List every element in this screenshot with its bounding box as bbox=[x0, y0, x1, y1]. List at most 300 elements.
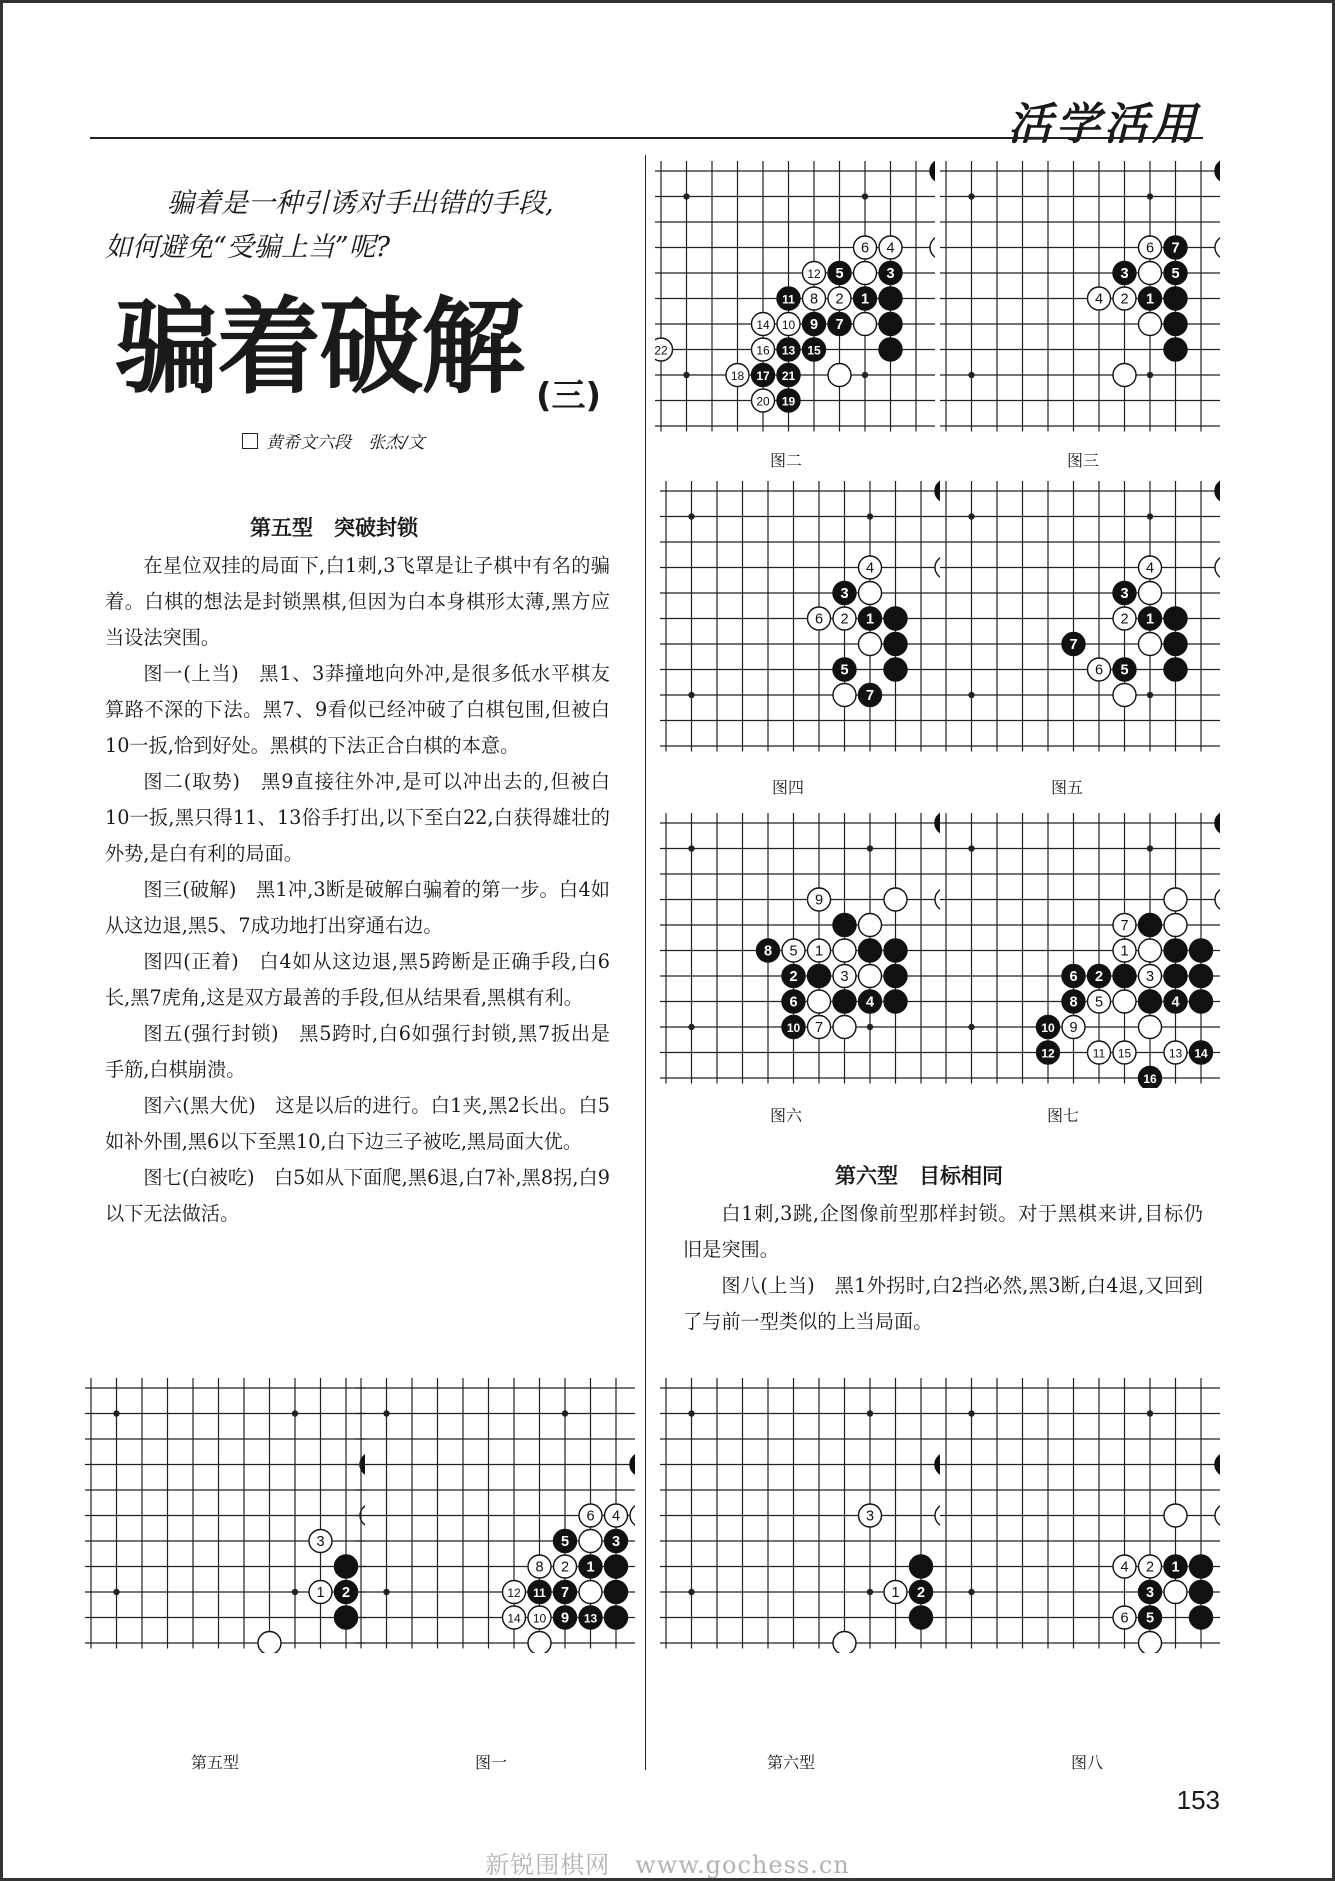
go-diagram-fig2 bbox=[655, 158, 935, 440]
white-stone bbox=[803, 262, 826, 285]
stone-disc bbox=[859, 939, 882, 962]
move-number: 3 bbox=[1145, 1585, 1155, 1601]
stone-disc bbox=[884, 888, 907, 911]
black-stone bbox=[1037, 1016, 1060, 1039]
black-stone bbox=[1113, 582, 1136, 605]
diagram-caption: 图三 bbox=[1066, 451, 1099, 470]
white-stone bbox=[1113, 914, 1136, 937]
move-number: 14 bbox=[756, 318, 770, 332]
white-stone bbox=[808, 990, 831, 1013]
black-stone bbox=[605, 1530, 628, 1553]
move-number: 3 bbox=[865, 1508, 875, 1525]
black-stone bbox=[1215, 1453, 1220, 1476]
move-number: 2 bbox=[840, 611, 849, 628]
stone-disc bbox=[1113, 364, 1136, 387]
move-number: 13 bbox=[583, 1611, 598, 1626]
white-stone bbox=[1113, 364, 1136, 387]
star-point bbox=[292, 1589, 298, 1595]
black-stone bbox=[782, 965, 805, 988]
go-diagram-fig5 bbox=[940, 478, 1220, 760]
move-number: 3 bbox=[840, 586, 849, 602]
move-number: 16 bbox=[1143, 1072, 1157, 1086]
white-stone bbox=[579, 1530, 602, 1553]
move-number: 6 bbox=[789, 994, 798, 1011]
diagram-caption: 图一 bbox=[474, 1753, 507, 1772]
move-number: 5 bbox=[1171, 266, 1180, 282]
white-stone bbox=[833, 1016, 856, 1039]
section5-heading: 第五型 突破封锁 bbox=[250, 515, 418, 540]
black-stone bbox=[879, 287, 902, 310]
black-stone bbox=[1113, 965, 1136, 988]
black-stone bbox=[1113, 658, 1136, 681]
white-stone bbox=[777, 313, 800, 336]
white-stone bbox=[1139, 556, 1162, 579]
stone-disc bbox=[1190, 1555, 1213, 1578]
stone-disc bbox=[879, 287, 902, 310]
paragraph: 在星位双挂的局面下,白1刺,3飞罩是让子棋中有名的骗着。白棋的想法是封锁黑棋,但因为白本身棋形太薄,黑方应当设法突围。 bbox=[105, 554, 610, 649]
star-point bbox=[968, 193, 974, 199]
white-stone bbox=[859, 914, 882, 937]
white-stone bbox=[1113, 287, 1136, 310]
paragraph: 图一(上当) 黑1、3莽撞地向外冲,是很多低水平棋友算路不深的下法。黑7、9看似已经冲破了白棋包围,但被白10一扳,恰到好处。黑棋的下法正合白棋的本意。 bbox=[105, 662, 610, 757]
black-stone bbox=[884, 658, 907, 681]
stone-disc bbox=[1139, 990, 1162, 1013]
black-stone bbox=[1139, 914, 1162, 937]
move-number: 6 bbox=[1094, 662, 1104, 679]
subtitle-line-1: 骗着是一种引诱对手出错的手段, bbox=[167, 188, 554, 219]
black-stone bbox=[1113, 262, 1136, 285]
black-stone bbox=[1164, 990, 1187, 1013]
white-stone bbox=[309, 1581, 332, 1604]
black-stone bbox=[808, 965, 831, 988]
black-stone bbox=[930, 160, 935, 183]
subtitle-line-2: 如何避免“受骗上当”呢? bbox=[105, 232, 391, 263]
move-number: 5 bbox=[789, 943, 798, 960]
white-stone bbox=[859, 965, 882, 988]
white-stone bbox=[1113, 1606, 1136, 1629]
move-number: 15 bbox=[1117, 1046, 1132, 1061]
move-number: 1 bbox=[316, 1585, 325, 1601]
white-stone bbox=[1139, 965, 1162, 988]
diagram-caption: 图八 bbox=[1070, 1753, 1103, 1772]
move-number: 17 bbox=[756, 369, 770, 383]
white-stone bbox=[828, 364, 851, 387]
stone-disc bbox=[1164, 287, 1187, 310]
section6-body bbox=[683, 1196, 1203, 1340]
star-point bbox=[113, 1589, 119, 1595]
black-stone bbox=[554, 1581, 577, 1604]
white-stone bbox=[309, 1530, 332, 1553]
black-stone bbox=[757, 939, 780, 962]
move-number: 1 bbox=[1145, 611, 1155, 628]
move-number: 5 bbox=[1145, 1610, 1155, 1627]
stone-disc bbox=[859, 633, 882, 656]
stone-disc bbox=[1190, 1581, 1213, 1604]
paragraph: 图六(黑大优) 这是以后的进行。白1夹,黑2长出。白5如补外围,黑6以下至黑10,白下边三子被吃,黑局面大优。 bbox=[105, 1094, 610, 1153]
black-stone bbox=[1139, 1606, 1162, 1629]
black-stone bbox=[833, 582, 856, 605]
byline bbox=[242, 428, 425, 453]
black-stone bbox=[884, 633, 907, 656]
star-point bbox=[113, 1410, 119, 1416]
stone-disc bbox=[1190, 990, 1213, 1013]
go-diagram-fig3 bbox=[940, 158, 1220, 440]
white-stone bbox=[528, 1632, 551, 1654]
move-number: 6 bbox=[586, 1508, 595, 1525]
stone-disc bbox=[859, 582, 882, 605]
white-stone bbox=[528, 1555, 551, 1578]
black-stone bbox=[1164, 939, 1187, 962]
white-stone bbox=[833, 684, 856, 707]
white-stone bbox=[630, 1504, 635, 1527]
stone-disc bbox=[1164, 965, 1187, 988]
go-diagram-fig1 bbox=[355, 1375, 635, 1657]
star-point bbox=[1147, 513, 1153, 519]
stone-disc bbox=[833, 939, 856, 962]
star-point bbox=[688, 692, 694, 698]
black-stone bbox=[777, 338, 800, 361]
move-number: 4 bbox=[865, 560, 875, 577]
white-stone bbox=[528, 1606, 551, 1629]
stone-disc bbox=[1139, 313, 1162, 336]
move-number: 1 bbox=[860, 291, 870, 308]
move-number: 10 bbox=[786, 1021, 801, 1035]
black-stone bbox=[1164, 262, 1187, 285]
star-point bbox=[867, 1024, 873, 1030]
black-stone bbox=[1190, 965, 1213, 988]
white-stone bbox=[833, 965, 856, 988]
stone-disc bbox=[833, 1016, 856, 1039]
go-diagram-fig6 bbox=[660, 810, 940, 1092]
black-stone bbox=[859, 684, 882, 707]
move-number: 15 bbox=[807, 343, 821, 358]
black-stone bbox=[528, 1581, 551, 1604]
black-stone bbox=[803, 313, 826, 336]
move-number: 4 bbox=[1171, 994, 1180, 1011]
black-stone bbox=[879, 338, 902, 361]
white-stone bbox=[859, 582, 882, 605]
black-stone bbox=[752, 364, 775, 387]
paragraph: 图三(破解) 黑1冲,3断是破解白骗着的第一步。白4如从这边退,黑5、7成功地打出穿通右边。 bbox=[105, 878, 610, 937]
stone-disc bbox=[1164, 338, 1187, 361]
black-stone bbox=[605, 1555, 628, 1578]
white-stone bbox=[1164, 1504, 1187, 1527]
black-stone bbox=[1037, 1041, 1060, 1064]
black-stone bbox=[1164, 313, 1187, 336]
white-stone bbox=[1139, 633, 1162, 656]
stone-disc bbox=[1113, 990, 1136, 1013]
black-stone bbox=[1139, 1067, 1162, 1089]
white-stone bbox=[859, 633, 882, 656]
white-stone bbox=[1088, 287, 1111, 310]
stone-disc bbox=[884, 939, 907, 962]
move-number: 20 bbox=[756, 394, 770, 409]
star-point bbox=[968, 1410, 974, 1416]
white-stone bbox=[1139, 582, 1162, 605]
stone-disc bbox=[1139, 582, 1162, 605]
stone-disc bbox=[1139, 914, 1162, 937]
black-stone bbox=[1215, 160, 1220, 183]
move-number: 7 bbox=[835, 317, 844, 333]
white-stone bbox=[1113, 939, 1136, 962]
black-stone bbox=[605, 1581, 628, 1604]
stone-disc bbox=[833, 914, 856, 937]
black-stone bbox=[1139, 990, 1162, 1013]
paragraph: 图五(强行封锁) 黑5跨时,白6如强行封锁,黑7扳出是手筋,白棋崩溃。 bbox=[105, 1022, 610, 1081]
black-stone bbox=[1088, 965, 1111, 988]
star-point bbox=[968, 845, 974, 851]
star-point bbox=[867, 513, 873, 519]
white-stone bbox=[1088, 990, 1111, 1013]
white-stone bbox=[859, 1504, 882, 1527]
white-stone bbox=[554, 1555, 577, 1578]
move-number: 2 bbox=[1120, 291, 1129, 308]
star-point bbox=[968, 372, 974, 378]
black-stone bbox=[1215, 812, 1220, 835]
stone-disc bbox=[930, 236, 935, 259]
move-number: 2 bbox=[835, 291, 844, 308]
black-stone bbox=[879, 313, 902, 336]
move-number: 5 bbox=[835, 266, 844, 282]
stone-disc bbox=[879, 338, 902, 361]
diagram-caption: 图四 bbox=[771, 778, 804, 797]
white-stone bbox=[1215, 888, 1220, 911]
black-stone bbox=[1062, 633, 1085, 656]
white-stone bbox=[1062, 1016, 1085, 1039]
black-stone bbox=[1190, 1041, 1213, 1064]
move-number: 3 bbox=[316, 1534, 325, 1550]
article-title-part: (三) bbox=[536, 376, 602, 416]
black-stone bbox=[828, 313, 851, 336]
black-stone bbox=[1190, 990, 1213, 1013]
stone-disc bbox=[1164, 607, 1187, 630]
move-number: 9 bbox=[814, 892, 824, 909]
stone-disc bbox=[605, 1606, 628, 1629]
column-brand: 活学活用 bbox=[1008, 99, 1200, 150]
black-stone bbox=[1062, 990, 1085, 1013]
move-number: 2 bbox=[341, 1585, 351, 1601]
black-stone bbox=[579, 1555, 602, 1578]
white-stone bbox=[884, 1581, 907, 1604]
stone-disc bbox=[828, 364, 851, 387]
move-number: 4 bbox=[865, 994, 875, 1011]
star-point bbox=[683, 372, 689, 378]
move-number: 4 bbox=[1120, 1559, 1129, 1576]
move-number: 22 bbox=[655, 343, 668, 358]
move-number: 1 bbox=[891, 1585, 900, 1601]
stone-disc bbox=[808, 990, 831, 1013]
white-stone bbox=[1139, 262, 1162, 285]
stone-disc bbox=[1164, 1504, 1187, 1527]
move-number: 5 bbox=[1120, 662, 1129, 679]
stone-disc bbox=[910, 1606, 933, 1629]
move-number: 2 bbox=[1094, 969, 1104, 985]
column-divider bbox=[645, 155, 646, 1770]
white-stone bbox=[803, 287, 826, 310]
move-number: 3 bbox=[611, 1534, 621, 1550]
star-point bbox=[683, 193, 689, 199]
black-stone bbox=[803, 338, 826, 361]
black-stone bbox=[1164, 965, 1187, 988]
star-point bbox=[968, 513, 974, 519]
white-stone bbox=[1215, 1504, 1220, 1527]
stone-disc bbox=[833, 1632, 856, 1654]
black-stone bbox=[884, 607, 907, 630]
star-point bbox=[383, 1410, 389, 1416]
black-stone bbox=[884, 965, 907, 988]
stone-disc bbox=[1190, 965, 1213, 988]
stone-disc bbox=[884, 965, 907, 988]
move-number: 2 bbox=[1120, 611, 1129, 628]
move-number: 21 bbox=[781, 369, 796, 383]
move-number: 11 bbox=[533, 1586, 546, 1600]
black-stone bbox=[579, 1606, 602, 1629]
stone-disc bbox=[605, 1555, 628, 1578]
white-stone bbox=[1113, 1555, 1136, 1578]
move-number: 14 bbox=[507, 1611, 521, 1626]
move-number: 13 bbox=[1168, 1046, 1183, 1061]
black-stone bbox=[777, 287, 800, 310]
paragraph: 图二(取势) 黑9直接往外冲,是可以冲出去的,但被白10一扳,黑只得11、13俗手打出,以下至白22,白获得雄壮的外势,是白有利的局面。 bbox=[105, 770, 610, 865]
move-number: 3 bbox=[1120, 266, 1129, 282]
move-number: 11 bbox=[782, 292, 795, 307]
white-stone bbox=[859, 556, 882, 579]
stone-disc bbox=[808, 965, 831, 988]
white-stone bbox=[1139, 313, 1162, 336]
white-stone bbox=[833, 1632, 856, 1654]
black-stone bbox=[910, 1555, 933, 1578]
diagram-caption: 第五型 bbox=[190, 1753, 239, 1772]
move-number: 12 bbox=[1041, 1046, 1055, 1061]
move-number: 9 bbox=[809, 317, 819, 333]
move-number: 3 bbox=[1145, 969, 1155, 985]
move-number: 1 bbox=[1120, 943, 1129, 960]
stone-disc bbox=[859, 965, 882, 988]
black-stone bbox=[554, 1530, 577, 1553]
stone-disc bbox=[1139, 939, 1162, 962]
white-stone bbox=[1139, 1555, 1162, 1578]
white-stone bbox=[833, 607, 856, 630]
stone-disc bbox=[630, 1453, 635, 1476]
stone-disc bbox=[1164, 1581, 1187, 1604]
stone-disc bbox=[1164, 914, 1187, 937]
black-stone bbox=[833, 914, 856, 937]
move-number: 4 bbox=[611, 1508, 621, 1525]
stone-disc bbox=[879, 313, 902, 336]
move-number: 5 bbox=[1094, 994, 1104, 1011]
stone-disc bbox=[1113, 965, 1136, 988]
move-number: 12 bbox=[807, 267, 821, 281]
black-stone bbox=[859, 607, 882, 630]
stone-disc bbox=[854, 313, 877, 336]
black-stone bbox=[1215, 480, 1220, 503]
black-stone bbox=[833, 658, 856, 681]
board-grid bbox=[660, 1378, 940, 1649]
black-stone bbox=[1139, 1581, 1162, 1604]
page-number: 153 bbox=[1176, 1785, 1220, 1815]
stone-disc bbox=[1190, 939, 1213, 962]
move-number: 16 bbox=[756, 343, 770, 358]
star-point bbox=[688, 513, 694, 519]
star-point bbox=[862, 372, 868, 378]
move-number: 7 bbox=[865, 688, 875, 704]
header-rule bbox=[90, 137, 1203, 139]
diagram-caption: 第六型 bbox=[766, 1753, 815, 1772]
white-stone bbox=[808, 939, 831, 962]
star-point bbox=[968, 1589, 974, 1595]
star-point bbox=[867, 1410, 873, 1416]
move-number: 6 bbox=[814, 611, 824, 628]
black-stone bbox=[884, 990, 907, 1013]
paragraph: 图四(正着) 白4如从这边退,黑5跨断是正确手段,白6长,黑7虎角,这是双方最善的手段,但从结果看,黑棋有利。 bbox=[105, 950, 610, 1009]
stone-disc bbox=[1215, 160, 1220, 183]
section6-heading: 第六型 目标相同 bbox=[835, 1163, 1003, 1188]
stone-disc bbox=[1164, 313, 1187, 336]
move-number: 10 bbox=[781, 318, 796, 332]
stone-disc bbox=[1215, 1453, 1220, 1476]
white-stone bbox=[1164, 914, 1187, 937]
stone-disc bbox=[528, 1632, 551, 1654]
black-stone bbox=[859, 990, 882, 1013]
black-stone bbox=[1164, 236, 1187, 259]
stone-disc bbox=[859, 914, 882, 937]
white-stone bbox=[854, 313, 877, 336]
white-stone bbox=[1164, 1041, 1187, 1064]
stone-disc bbox=[1215, 236, 1220, 259]
move-number: 8 bbox=[1069, 994, 1078, 1011]
black-stone bbox=[554, 1606, 577, 1629]
white-stone bbox=[1215, 236, 1220, 259]
stone-disc bbox=[1190, 1606, 1213, 1629]
board-grid bbox=[85, 1378, 365, 1649]
black-stone bbox=[1139, 287, 1162, 310]
stone-disc bbox=[579, 1530, 602, 1553]
move-number: 6 bbox=[860, 240, 870, 257]
move-number: 8 bbox=[763, 943, 773, 960]
white-stone bbox=[1113, 684, 1136, 707]
diagram-caption: 图六 bbox=[769, 1106, 802, 1125]
move-number: 6 bbox=[1069, 969, 1078, 985]
paragraph: 白1刺,3跳,企图像前型那样封锁。对于黑棋来讲,目标仍旧是突围。 bbox=[683, 1202, 1203, 1261]
move-number: 11 bbox=[1092, 1046, 1106, 1061]
white-stone bbox=[752, 313, 775, 336]
stone-disc bbox=[884, 658, 907, 681]
white-stone bbox=[579, 1504, 602, 1527]
move-number: 6 bbox=[1120, 1610, 1129, 1627]
stone-disc bbox=[1113, 684, 1136, 707]
move-number: 8 bbox=[535, 1559, 544, 1576]
white-stone bbox=[1164, 1581, 1187, 1604]
white-stone bbox=[726, 364, 749, 387]
white-stone bbox=[833, 939, 856, 962]
move-number: 1 bbox=[865, 611, 875, 628]
stone-disc bbox=[884, 990, 907, 1013]
stone-disc bbox=[605, 1581, 628, 1604]
move-number: 14 bbox=[1194, 1046, 1208, 1061]
star-point bbox=[968, 692, 974, 698]
white-stone bbox=[752, 389, 775, 412]
move-number: 18 bbox=[730, 369, 745, 383]
stone-disc bbox=[854, 262, 877, 285]
stone-disc bbox=[1164, 658, 1187, 681]
paragraph: 图八(上当) 黑1外拐时,白2挡必然,黑3断,白4退,又回到了与前一型类似的上当局面。 bbox=[683, 1274, 1203, 1333]
black-stone bbox=[854, 287, 877, 310]
white-stone bbox=[1139, 236, 1162, 259]
white-stone bbox=[828, 287, 851, 310]
stone-disc bbox=[1215, 556, 1220, 579]
black-stone bbox=[910, 1606, 933, 1629]
stone-disc bbox=[1215, 1504, 1220, 1527]
